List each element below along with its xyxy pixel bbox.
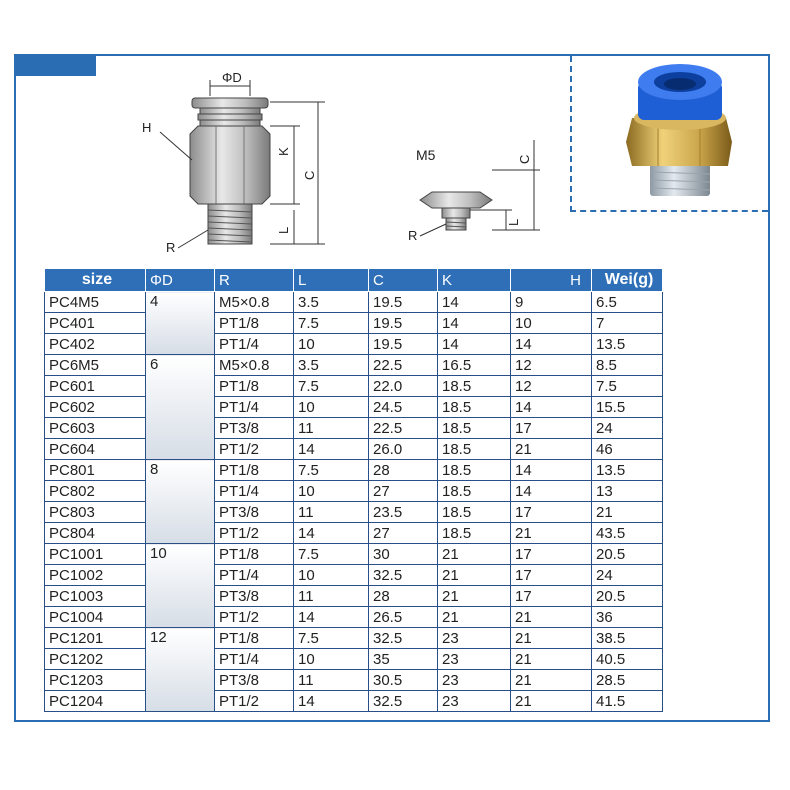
cell-weight: 40.5 <box>592 649 663 670</box>
cell-r: PT1/8 <box>215 313 294 334</box>
cell-l: 7.5 <box>294 376 369 397</box>
cell-c: 32.5 <box>369 628 438 649</box>
cell-c: 27 <box>369 523 438 544</box>
cell-r: PT1/4 <box>215 649 294 670</box>
cell-weight: 41.5 <box>592 691 663 712</box>
corner-tab <box>14 54 96 76</box>
cell-h: 21 <box>511 523 592 544</box>
table-row <box>45 565 663 586</box>
cell-weight: 46 <box>592 439 663 460</box>
cell-c: 19.5 <box>369 313 438 334</box>
table-row <box>45 376 663 397</box>
cell-k: 18.5 <box>438 523 511 544</box>
header-size: size <box>45 269 146 292</box>
label-l-small: L <box>506 218 521 226</box>
cell-r: PT1/4 <box>215 481 294 502</box>
cell-h: 9 <box>511 292 592 313</box>
cell-size: PC801 <box>45 460 146 481</box>
cell-size: PC1201 <box>45 628 146 649</box>
cell-size: PC402 <box>45 334 146 355</box>
cell-weight: 24 <box>592 418 663 439</box>
spec-table-wrap <box>44 268 663 712</box>
cell-h: 14 <box>511 397 592 418</box>
cell-l: 14 <box>294 691 369 712</box>
cell-weight: 8.5 <box>592 355 663 376</box>
cell-r: PT1/2 <box>215 607 294 628</box>
cell-r: PT1/8 <box>215 628 294 649</box>
cell-k: 18.5 <box>438 376 511 397</box>
label-h: H <box>142 120 152 135</box>
cell-l: 10 <box>294 649 369 670</box>
cell-weight: 6.5 <box>592 292 663 313</box>
header-c: C <box>369 269 438 292</box>
table-row <box>45 292 663 313</box>
cell-k: 21 <box>438 607 511 628</box>
cell-size: PC1004 <box>45 607 146 628</box>
cell-l: 11 <box>294 586 369 607</box>
label-m5: M5 <box>416 147 436 163</box>
cell-c: 27 <box>369 481 438 502</box>
table-row <box>45 544 663 565</box>
cell-h: 14 <box>511 334 592 355</box>
cell-weight: 36 <box>592 607 663 628</box>
cell-l: 7.5 <box>294 460 369 481</box>
cell-weight: 7.5 <box>592 376 663 397</box>
table-row <box>45 586 663 607</box>
cell-h: 14 <box>511 481 592 502</box>
cell-c: 19.5 <box>369 334 438 355</box>
cell-l: 14 <box>294 607 369 628</box>
cell-h: 17 <box>511 565 592 586</box>
table-row <box>45 502 663 523</box>
cell-weight: 38.5 <box>592 628 663 649</box>
table-row <box>45 334 663 355</box>
cell-c: 30 <box>369 544 438 565</box>
label-l: L <box>276 226 291 234</box>
cell-l: 7.5 <box>294 628 369 649</box>
cell-h: 21 <box>511 628 592 649</box>
cell-size: PC1202 <box>45 649 146 670</box>
cell-k: 23 <box>438 670 511 691</box>
cell-phi-d: 6 <box>146 355 215 460</box>
cell-h: 17 <box>511 586 592 607</box>
cell-h: 10 <box>511 313 592 334</box>
table-header-row <box>45 269 663 292</box>
cell-size: PC804 <box>45 523 146 544</box>
cell-k: 14 <box>438 292 511 313</box>
cell-weight: 20.5 <box>592 586 663 607</box>
m5-fitting <box>420 192 492 230</box>
cell-h: 21 <box>511 607 592 628</box>
product-photo-box <box>570 56 768 212</box>
cell-l: 11 <box>294 670 369 691</box>
table-row <box>45 670 663 691</box>
cell-phi-d: 8 <box>146 460 215 544</box>
cell-r: M5×0.8 <box>215 355 294 376</box>
table-row <box>45 628 663 649</box>
table-row <box>45 607 663 628</box>
label-r-small: R <box>408 228 418 243</box>
label-r: R <box>166 240 176 255</box>
cell-size: PC601 <box>45 376 146 397</box>
cell-h: 17 <box>511 544 592 565</box>
cell-weight: 13 <box>592 481 663 502</box>
cell-l: 10 <box>294 481 369 502</box>
cell-k: 18.5 <box>438 418 511 439</box>
cell-h: 21 <box>511 649 592 670</box>
cell-size: PC802 <box>45 481 146 502</box>
table-row <box>45 460 663 481</box>
cell-h: 21 <box>511 691 592 712</box>
cell-size: PC1204 <box>45 691 146 712</box>
cell-size: PC1002 <box>45 565 146 586</box>
cell-k: 18.5 <box>438 481 511 502</box>
cell-r: PT3/8 <box>215 670 294 691</box>
cell-l: 3.5 <box>294 292 369 313</box>
label-k: K <box>276 147 291 156</box>
header-phi-d: ΦD <box>146 269 215 292</box>
cell-l: 7.5 <box>294 313 369 334</box>
cell-c: 26.0 <box>369 439 438 460</box>
header-r: R <box>215 269 294 292</box>
label-c: C <box>302 170 317 180</box>
header-k: K <box>438 269 511 292</box>
cell-c: 19.5 <box>369 292 438 313</box>
cell-l: 14 <box>294 439 369 460</box>
header-weight: Wei(g) <box>592 269 663 292</box>
cell-c: 28 <box>369 460 438 481</box>
cell-h: 12 <box>511 355 592 376</box>
table-row <box>45 439 663 460</box>
cell-h: 17 <box>511 418 592 439</box>
cell-h: 21 <box>511 439 592 460</box>
fitting-drawing <box>120 60 560 260</box>
cell-size: PC1001 <box>45 544 146 565</box>
cell-c: 32.5 <box>369 691 438 712</box>
cell-h: 17 <box>511 502 592 523</box>
cell-weight: 21 <box>592 502 663 523</box>
cell-size: PC6M5 <box>45 355 146 376</box>
cell-k: 23 <box>438 649 511 670</box>
product-photo <box>572 56 768 210</box>
cell-size: PC1203 <box>45 670 146 691</box>
cell-h: 21 <box>511 670 592 691</box>
cell-h: 12 <box>511 376 592 397</box>
cell-k: 14 <box>438 334 511 355</box>
cell-size: PC4M5 <box>45 292 146 313</box>
cell-c: 22.5 <box>369 418 438 439</box>
cell-k: 21 <box>438 565 511 586</box>
cell-l: 10 <box>294 397 369 418</box>
cell-phi-d: 4 <box>146 292 215 355</box>
cell-c: 24.5 <box>369 397 438 418</box>
cell-r: PT1/4 <box>215 334 294 355</box>
table-row <box>45 523 663 544</box>
cell-r: PT3/8 <box>215 586 294 607</box>
cell-k: 21 <box>438 544 511 565</box>
cell-c: 26.5 <box>369 607 438 628</box>
table-row <box>45 418 663 439</box>
cell-r: PT1/2 <box>215 691 294 712</box>
cell-size: PC602 <box>45 397 146 418</box>
label-phi-d: ΦD <box>222 70 242 85</box>
label-c-small: C <box>517 154 532 164</box>
cell-c: 32.5 <box>369 565 438 586</box>
table-row <box>45 397 663 418</box>
cell-weight: 7 <box>592 313 663 334</box>
table-row <box>45 649 663 670</box>
cell-k: 18.5 <box>438 460 511 481</box>
cell-size: PC803 <box>45 502 146 523</box>
main-fitting <box>190 98 270 244</box>
cell-k: 23 <box>438 628 511 649</box>
cell-l: 14 <box>294 523 369 544</box>
cell-r: PT1/8 <box>215 376 294 397</box>
cell-size: PC604 <box>45 439 146 460</box>
table-row <box>45 481 663 502</box>
spec-table <box>44 268 663 712</box>
table-row <box>45 355 663 376</box>
cell-k: 21 <box>438 586 511 607</box>
cell-r: PT3/8 <box>215 502 294 523</box>
cell-l: 7.5 <box>294 544 369 565</box>
cell-weight: 28.5 <box>592 670 663 691</box>
cell-k: 23 <box>438 691 511 712</box>
cell-r: PT1/4 <box>215 397 294 418</box>
cell-size: PC1003 <box>45 586 146 607</box>
cell-phi-d: 12 <box>146 628 215 712</box>
cell-size: PC603 <box>45 418 146 439</box>
cell-weight: 15.5 <box>592 397 663 418</box>
cell-k: 16.5 <box>438 355 511 376</box>
cell-l: 10 <box>294 334 369 355</box>
cell-weight: 13.5 <box>592 334 663 355</box>
cell-r: M5×0.8 <box>215 292 294 313</box>
spec-table-body <box>45 292 663 712</box>
cell-weight: 24 <box>592 565 663 586</box>
cell-r: PT1/8 <box>215 460 294 481</box>
cell-r: PT1/4 <box>215 565 294 586</box>
header-h: H <box>511 269 592 292</box>
header-l: L <box>294 269 369 292</box>
cell-c: 35 <box>369 649 438 670</box>
cell-weight: 13.5 <box>592 460 663 481</box>
cell-weight: 43.5 <box>592 523 663 544</box>
cell-l: 10 <box>294 565 369 586</box>
cell-l: 3.5 <box>294 355 369 376</box>
cell-r: PT3/8 <box>215 418 294 439</box>
table-row <box>45 313 663 334</box>
cell-r: PT1/2 <box>215 523 294 544</box>
cell-k: 14 <box>438 313 511 334</box>
cell-l: 11 <box>294 418 369 439</box>
cell-h: 14 <box>511 460 592 481</box>
cell-k: 18.5 <box>438 502 511 523</box>
cell-size: PC401 <box>45 313 146 334</box>
table-row <box>45 691 663 712</box>
cell-k: 18.5 <box>438 439 511 460</box>
cell-weight: 20.5 <box>592 544 663 565</box>
cell-l: 11 <box>294 502 369 523</box>
cell-c: 22.0 <box>369 376 438 397</box>
cell-c: 23.5 <box>369 502 438 523</box>
cell-k: 18.5 <box>438 397 511 418</box>
cell-c: 22.5 <box>369 355 438 376</box>
cell-r: PT1/2 <box>215 439 294 460</box>
cell-phi-d: 10 <box>146 544 215 628</box>
cell-c: 30.5 <box>369 670 438 691</box>
cell-r: PT1/8 <box>215 544 294 565</box>
cell-c: 28 <box>369 586 438 607</box>
